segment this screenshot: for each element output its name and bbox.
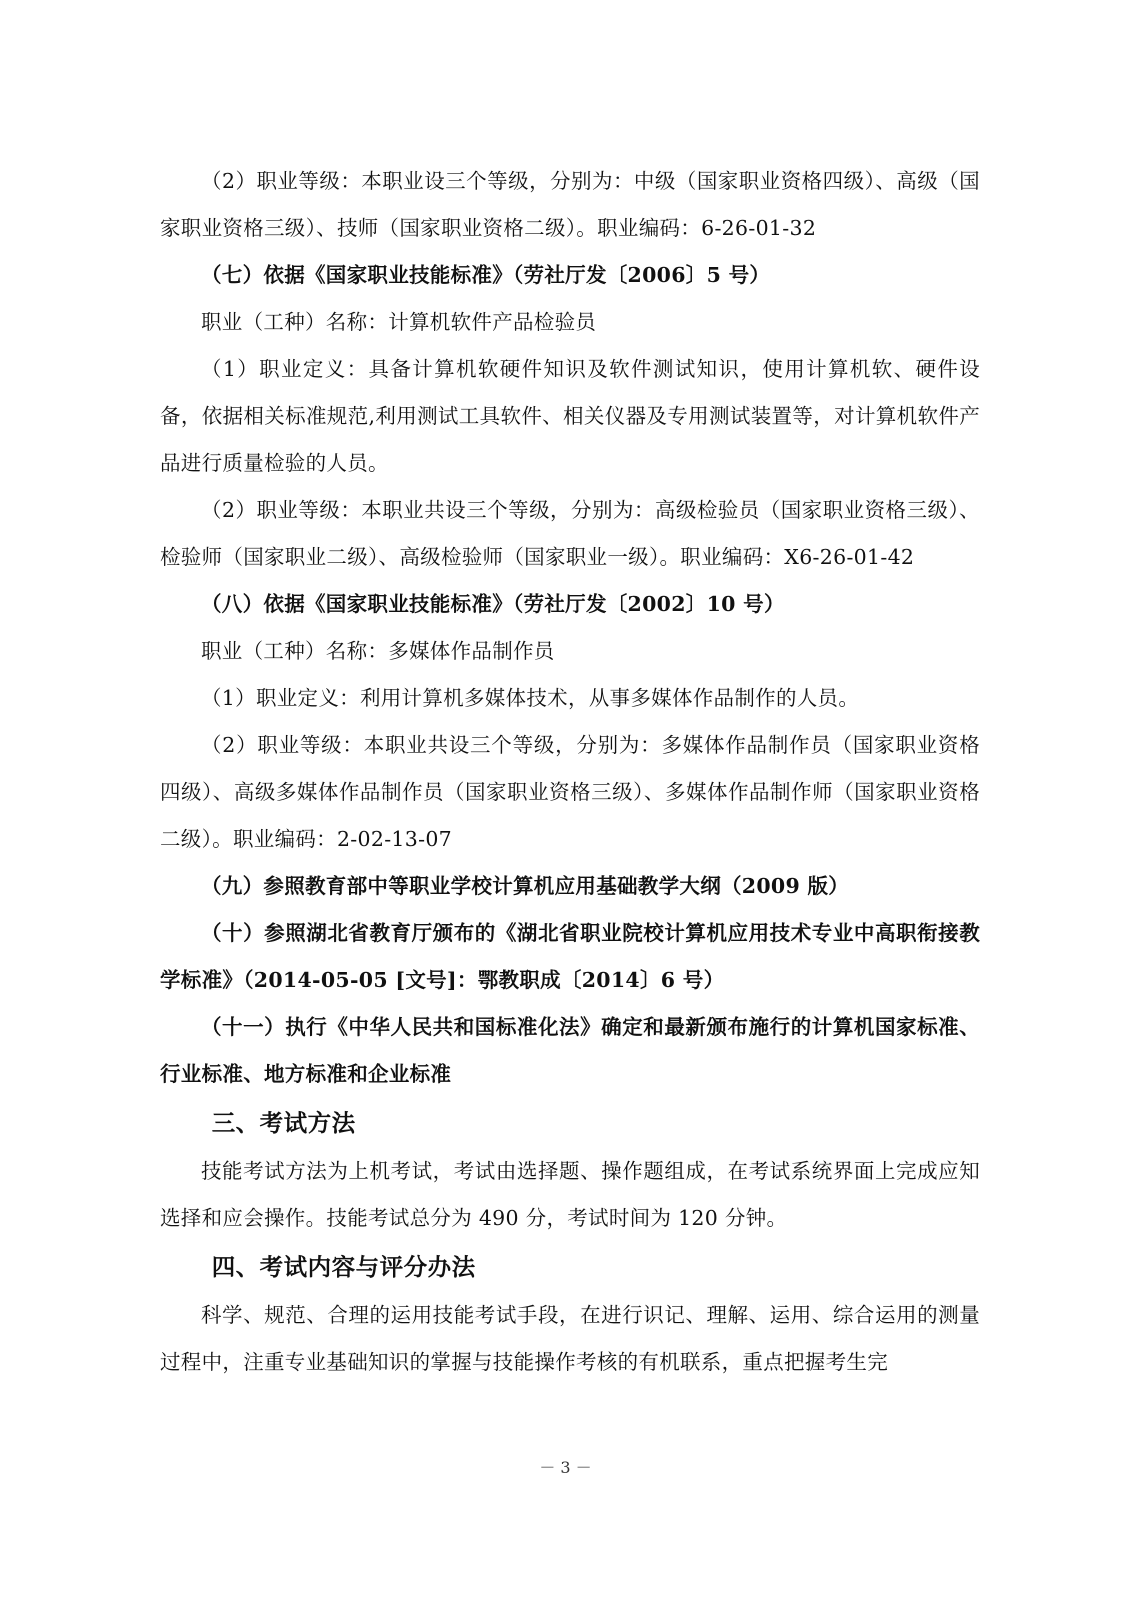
para-level-x6-26-01-42: （2）职业等级：本职业共设三个等级，分别为：高级检验员（国家职业资格三级）、检验师（国家职业二级）、高级检验师（国家职业一级）。职业编码：X6-26-01-42 [160,498,980,569]
page-content [160,158,980,1386]
heading-item-7: （七）依据《国家职业技能标准》（劳社厅发〔2006〕5 号） [201,263,771,287]
para-occupation-definition-multimedia: （1）职业定义：利用计算机多媒体技术，从事多媒体作品制作的人员。 [201,686,860,710]
heading-item-11: （十一）执行《中华人民共和国标准化法》确定和最新颁布施行的计算机国家标准、行业标准、地方标准和企业标准 [160,1015,980,1086]
para-exam-method: 技能考试方法为上机考试，考试由选择题、操作题组成，在考试系统界面上完成应知选择和应会操作。技能考试总分为 490 分，考试时间为 120 分钟。 [160,1159,980,1230]
heading-item-9: （九）参照教育部中等职业学校计算机应用基础教学大纲（2009 版） [201,874,850,898]
para-occupation-name-inspector: 职业（工种）名称：计算机软件产品检验员 [201,310,597,334]
heading-item-10: （十）参照湖北省教育厅颁布的《湖北省职业院校计算机应用技术专业中高职衔接教学标准》（2014-05-05 [文号]：鄂教职成〔2014〕6 号） [160,921,980,992]
heading-item-8: （八）依据《国家职业技能标准》（劳社厅发〔2002〕10 号） [201,592,785,616]
para-level-6-26-01-32: （2）职业等级：本职业设三个等级，分别为：中级（国家职业资格四级）、高级（国家职业资格三级）、技师（国家职业资格二级）。职业编码：6-26-01-32 [160,169,980,240]
para-exam-content: 科学、规范、合理的运用技能考试手段，在进行识记、理解、运用、综合运用的测量过程中，注重专业基础知识的掌握与技能操作考核的有机联系，重点把握考生完 [160,1303,980,1374]
page-number: － 3 － [539,1458,592,1477]
section-heading-exam-method: 三、考试方法 [211,1109,356,1137]
para-occupation-name-multimedia: 职业（工种）名称：多媒体作品制作员 [201,639,555,663]
section-heading-exam-content: 四、考试内容与评分办法 [211,1253,476,1281]
para-occupation-definition-inspector: （1）职业定义：具备计算机软硬件知识及软件测试知识，使用计算机软、硬件设备，依据相关标准规范,利用测试工具软件、相关仪器及专用测试装置等，对计算机软件产品进行质量检验的人员。 [160,357,980,475]
para-level-2-02-13-07: （2）职业等级：本职业共设三个等级，分别为：多媒体作品制作员（国家职业资格四级）、高级多媒体作品制作员（国家职业资格三级）、多媒体作品制作师（国家职业资格二级）。职业编码：2-02-13-07 [160,733,980,851]
